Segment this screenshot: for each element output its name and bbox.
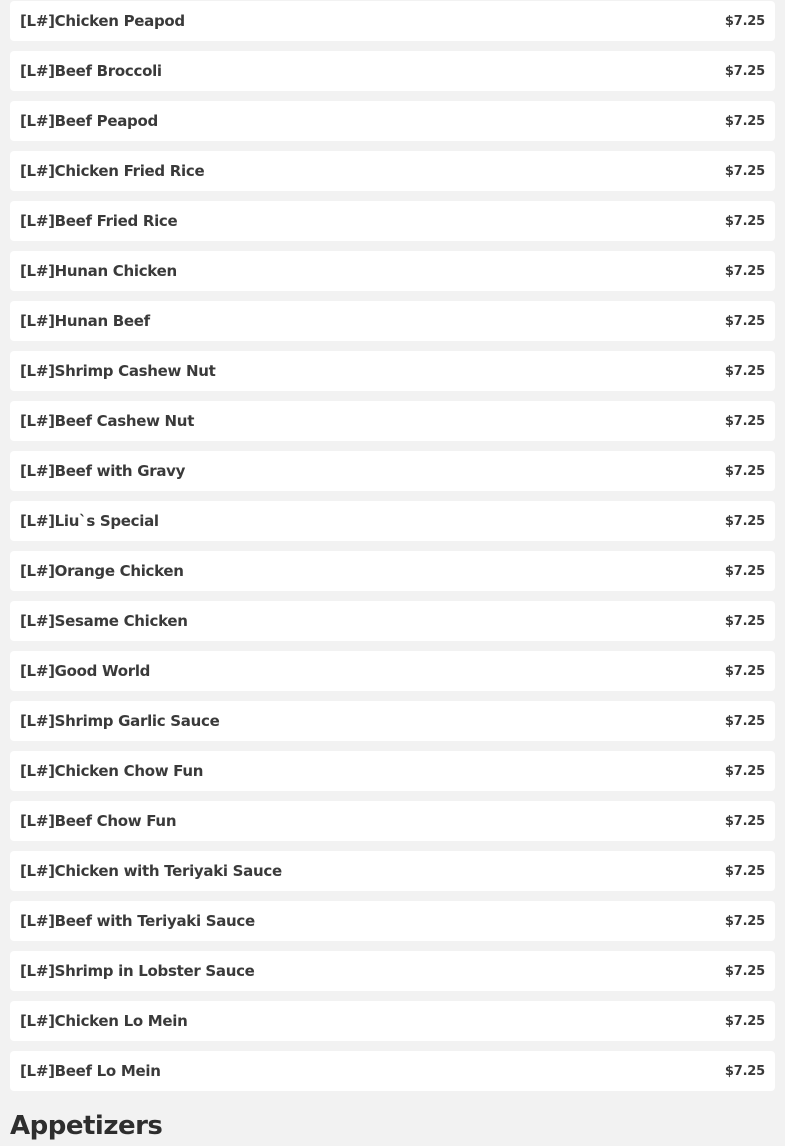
menu-item-price: $7.25 — [724, 713, 765, 729]
menu-item-name: [L#]Chicken Lo Mein — [20, 1012, 188, 1030]
menu-item[interactable] — [10, 901, 775, 941]
menu-item-name: [L#]Chicken Peapod — [20, 12, 185, 30]
menu-item-name: [L#]Hunan Beef — [20, 312, 150, 330]
menu-item[interactable] — [10, 101, 775, 141]
menu-item-price: $7.25 — [724, 313, 765, 329]
menu-item[interactable] — [10, 501, 775, 541]
menu-item[interactable] — [10, 951, 775, 991]
menu-item-name: [L#]Beef Cashew Nut — [20, 412, 195, 430]
menu-item[interactable] — [10, 351, 775, 391]
menu-item[interactable] — [10, 851, 775, 891]
menu-item-price: $7.25 — [724, 63, 765, 79]
menu-item-name: [L#]Chicken with Teriyaki Sauce — [20, 862, 282, 880]
menu-item-price: $7.25 — [724, 963, 765, 979]
menu-item[interactable] — [10, 1051, 775, 1091]
menu-item-price: $7.25 — [724, 1013, 765, 1029]
menu-item-price: $7.25 — [724, 1063, 765, 1079]
menu-item-price: $7.25 — [724, 613, 765, 629]
menu-item-name: [L#]Beef Peapod — [20, 112, 158, 130]
menu-item-price: $7.25 — [724, 763, 765, 779]
menu-item-name: [L#]Beef Lo Mein — [20, 1062, 161, 1080]
menu-item-price: $7.25 — [724, 213, 765, 229]
menu-item[interactable] — [10, 1001, 775, 1041]
menu-item-name: [L#]Shrimp in Lobster Sauce — [20, 962, 255, 980]
menu-item-name: [L#]Good World — [20, 662, 151, 680]
menu-item-price: $7.25 — [724, 563, 765, 579]
menu-item[interactable] — [10, 601, 775, 641]
menu-item-price: $7.25 — [724, 513, 765, 529]
menu-item-list — [10, 1, 775, 1101]
menu-item[interactable] — [10, 1, 775, 41]
menu-item-price: $7.25 — [724, 163, 765, 179]
menu-item-name: [L#]Beef Broccoli — [20, 62, 162, 80]
menu-item-price: $7.25 — [724, 863, 765, 879]
section-heading-appetizers: Appetizers — [10, 1111, 163, 1141]
menu-item-name: [L#]Beef Chow Fun — [20, 812, 177, 830]
menu-item[interactable] — [10, 801, 775, 841]
menu-item-name: [L#]Beef Fried Rice — [20, 212, 178, 230]
menu-item-name: [L#]Shrimp Garlic Sauce — [20, 712, 220, 730]
menu-item[interactable] — [10, 401, 775, 441]
menu-item-name: [L#]Beef with Gravy — [20, 462, 186, 480]
menu-item[interactable] — [10, 201, 775, 241]
menu-item-name: [L#]Chicken Chow Fun — [20, 762, 204, 780]
menu-item[interactable] — [10, 51, 775, 91]
menu-item-name: [L#]Orange Chicken — [20, 562, 184, 580]
menu-item-name: [L#]Chicken Fried Rice — [20, 162, 205, 180]
menu-item-price: $7.25 — [724, 13, 765, 29]
menu-item-price: $7.25 — [724, 263, 765, 279]
menu-item[interactable] — [10, 701, 775, 741]
menu-item-price: $7.25 — [724, 113, 765, 129]
menu-item-price: $7.25 — [724, 913, 765, 929]
menu-item-name: [L#]Liu`s Special — [20, 512, 159, 530]
menu-item-price: $7.25 — [724, 463, 765, 479]
menu-item[interactable] — [10, 651, 775, 691]
menu-item-price: $7.25 — [724, 363, 765, 379]
menu-item[interactable] — [10, 551, 775, 591]
menu-item[interactable] — [10, 251, 775, 291]
menu-item-price: $7.25 — [724, 413, 765, 429]
menu-item-price: $7.25 — [724, 663, 765, 679]
menu-item-name: [L#]Hunan Chicken — [20, 262, 177, 280]
menu-item-name: [L#]Beef with Teriyaki Sauce — [20, 912, 255, 930]
menu-item[interactable] — [10, 751, 775, 791]
menu-item-price: $7.25 — [724, 813, 765, 829]
menu-item-name: [L#]Sesame Chicken — [20, 612, 188, 630]
menu-item[interactable] — [10, 301, 775, 341]
menu-item-name: [L#]Shrimp Cashew Nut — [20, 362, 216, 380]
menu-item[interactable] — [10, 451, 775, 491]
menu-item[interactable] — [10, 151, 775, 191]
